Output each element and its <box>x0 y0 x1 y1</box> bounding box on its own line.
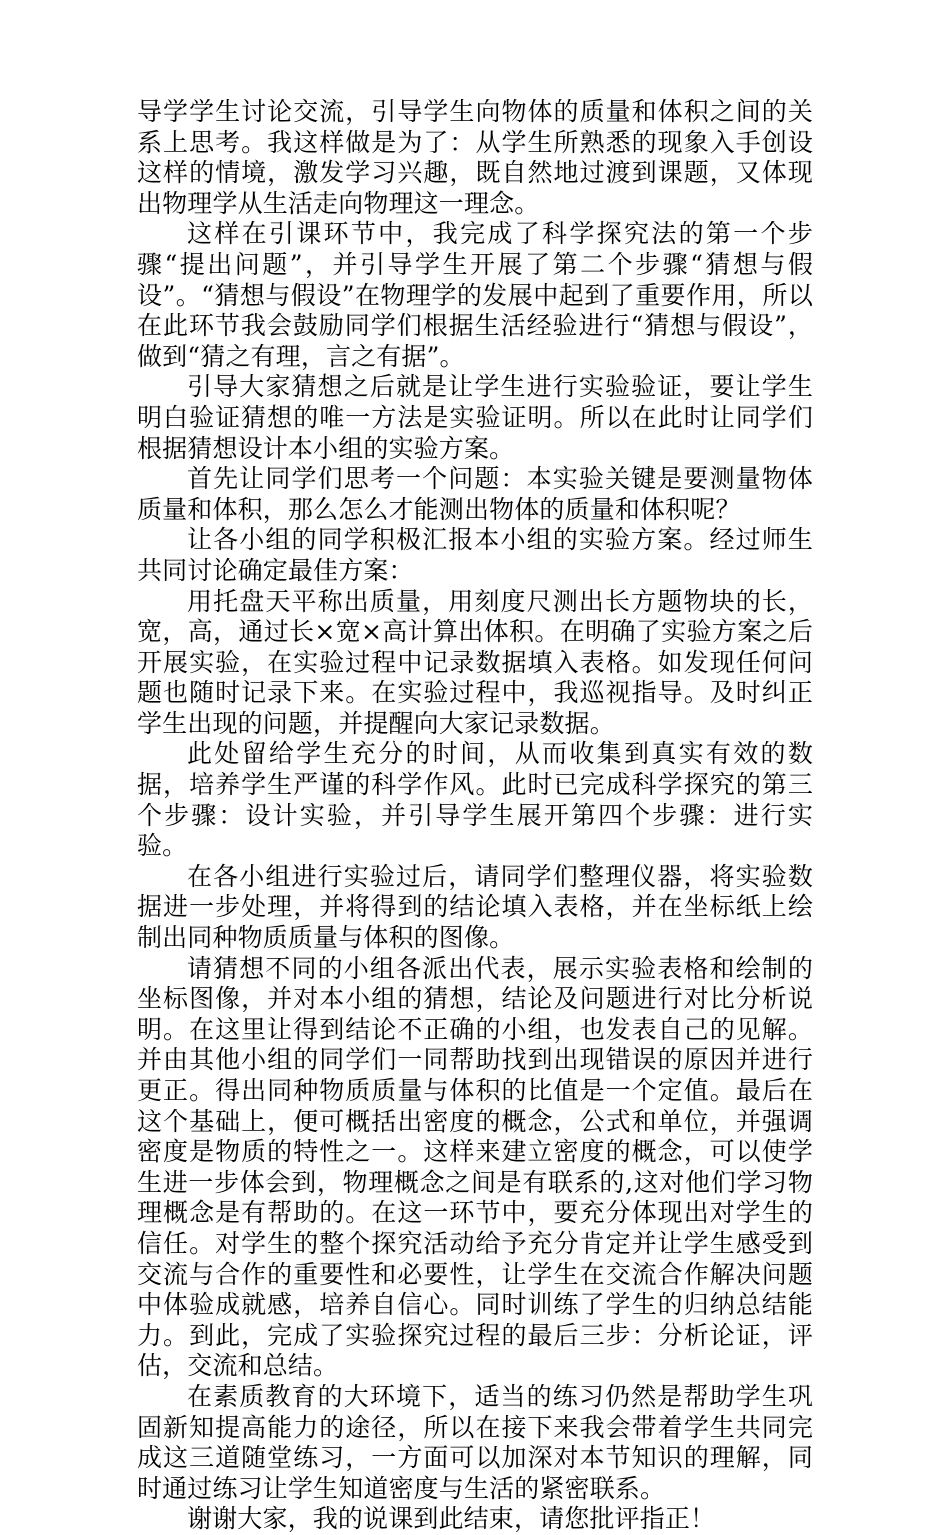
paragraph-3: 引导大家猜想之后就是让学生进行实验验证，要让学生明白验证猜想的唯一方法是实验证明。所以在此时让同学们根据猜想设计本小组的实验方案。 <box>137 372 813 463</box>
paragraph-2: 这样在引课环节中，我完成了科学探究法的第一个步骤“提出问题”，并引导学生开展了第二个步骤“猜想与假设”。“猜想与假设”在物理学的发展中起到了重要作用，所以在此环节我会鼓励同学们根据生活经验进行“猜想与假设”，做到“猜之有理，言之有据”。 <box>137 219 813 371</box>
paragraph-8: 在各小组进行实验过后，请同学们整理仪器，将实验数据进一步处理，并将得到的结论填入表格，并在坐标纸上绘制出同种物质质量与体积的图像。 <box>137 861 813 953</box>
paragraph-1: 导学学生讨论交流，引导学生向物体的质量和体积之间的关系上思考。我这样做是为了：从学生所熟悉的现象入手创设这样的情境，激发学习兴趣，既自然地过渡到课题，又体现出物理学从生活走向物理这一理念。 <box>137 97 813 218</box>
document-body <box>137 97 813 1535</box>
paragraph-4: 首先让同学们思考一个问题：本实验关键是要测量物体质量和体积，那么怎么才能测出物体的质量和体积呢？ <box>137 464 813 524</box>
paragraph-11: 谢谢大家，我的说课到此结束，请您批评指正！ <box>187 1504 716 1534</box>
paragraph-5: 让各小组的同学积极汇报本小组的实验方案。经过师生共同讨论确定最佳方案： <box>137 525 813 585</box>
paragraph-9: 请猜想不同的小组各派出代表，展示实验表格和绘制的坐标图像，并对本小组的猜想，结论及问题进行对比分析说明。在这里让得到结论不正确的小组，也发表自己的见解。并由其他小组的同学们一同帮助找到出现错误的原因并进行更正。得出同种物质质量与体积的比值是一个定值。最后在这个基础上，便可概括出密度的概念，公式和单位，并强调密度是物质的特性之一。这样来建立密度的概念，可以使学生进一步体会到，物理概念之间是有联系的,这对他们学习物理概念是有帮助的。在这一环节中，要充分体现出对学生的信任。对学生的整个探究活动给予充分肯定并让学生感受到交流与合作的重要性和必要性，让学生在交流合作解决问题中体验成就感，培养自信心。同时训练了学生的归纳总结能力。到此，完成了实验探究过程的最后三步：分析论证，评估，交流和总结。 <box>137 953 813 1381</box>
paragraph-10: 在素质教育的大环境下，适当的练习仍然是帮助学生巩固新知提高能力的途径，所以在接下来我会带着学生共同完成这三道随堂练习，一方面可以加深对本节知识的理解，同时通过练习让学生知道密度与生活的紧密联系。 <box>137 1381 813 1503</box>
paragraph-6: 用托盘天平称出质量，用刻度尺测出长方题物块的长，宽，高，通过长×宽×高计算出体积。在明确了实验方案之后开展实验，在实验过程中记录数据填入表格。如发现任何问题也随时记录下来。在实验过程中，我巡视指导。及时纠正学生出现的问题，并提醒向大家记录数据。 <box>137 586 813 738</box>
paragraph-7: 此处留给学生充分的时间，从而收集到真实有效的数据，培养学生严谨的科学作风。此时已完成科学探究的第三个步骤：设计实验，并引导学生展开第四个步骤：进行实验。 <box>137 739 813 861</box>
